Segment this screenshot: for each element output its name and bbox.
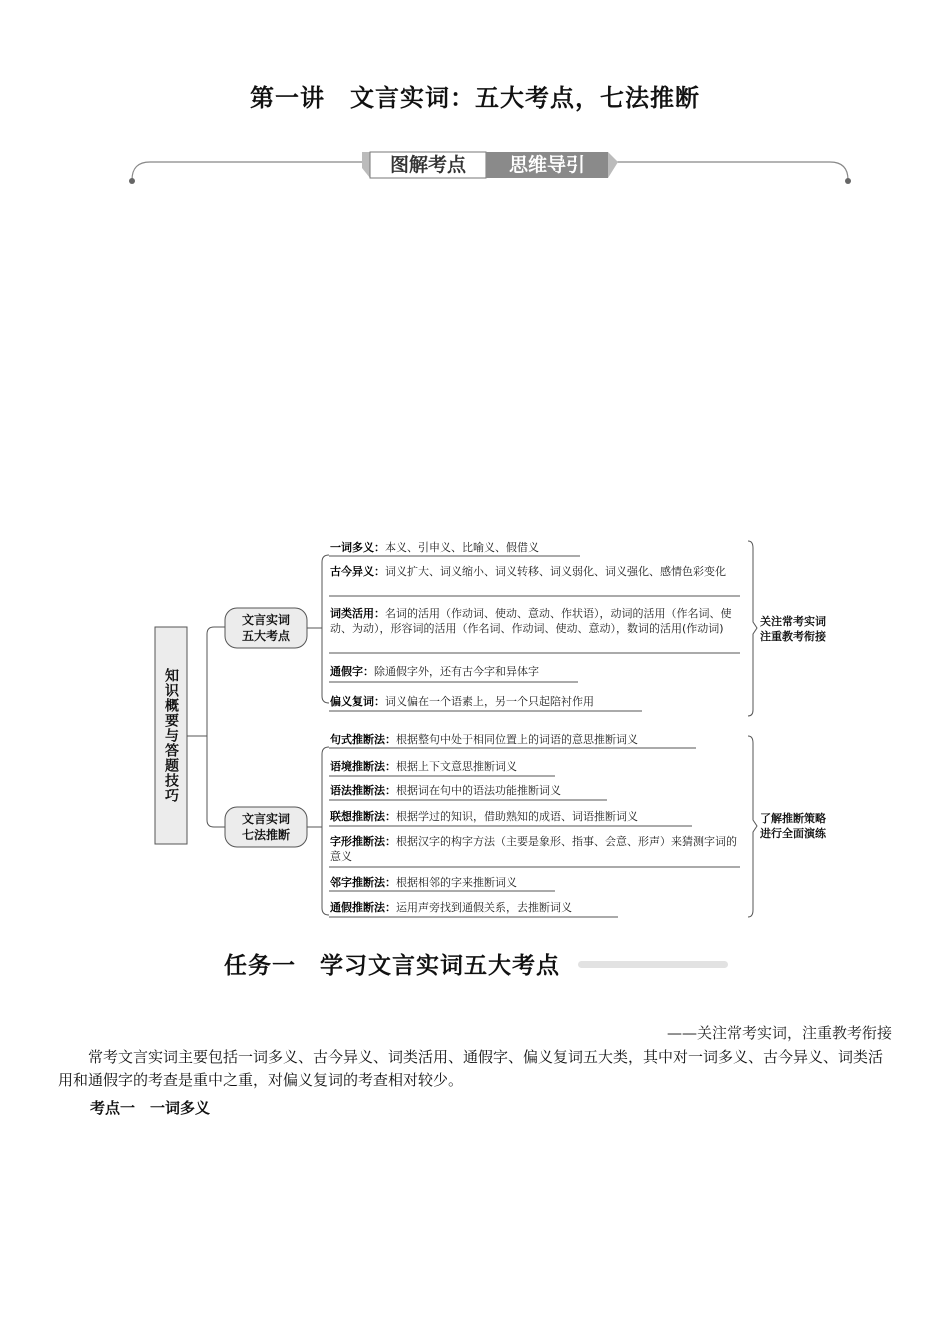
leaf-term: 词类活用： (330, 607, 385, 620)
node-label-line2: 五大考点 (241, 629, 290, 643)
leaf-desc: 运用声旁找到通假关系，去推断词义 (396, 901, 572, 914)
leaf-item (330, 834, 740, 864)
leaf-desc: 根据整句中处于相同位置上的词语的意思推断词义 (396, 733, 638, 746)
leaf-desc: 词义偏在一个语素上，另一个只起陪衬作用 (385, 695, 594, 708)
task-subtitle: ——关注常考实词，注重教考衔接 (666, 1024, 892, 1042)
leaf-desc: 本义、引申义、比喻义、假借义 (385, 541, 539, 554)
leaf-item (330, 783, 740, 798)
leaf-term: 一词多义： (330, 541, 385, 554)
leaf-item (330, 664, 740, 679)
leaf-term: 句式推断法： (330, 733, 396, 746)
leaf-term: 联想推断法： (330, 810, 396, 823)
leaf-item (330, 759, 740, 774)
leaf-term: 偏义复词： (330, 695, 385, 708)
side-note-seven-methods (760, 811, 840, 841)
side-note-line1: 关注常考实词 (760, 615, 826, 628)
mindmap-node-seven-methods (225, 807, 307, 847)
leaf-item (330, 900, 740, 915)
task-title-bar (578, 961, 728, 968)
banner-label-left: 图解考点 (389, 154, 466, 176)
leaf-desc: 名词的活用（作动词、使动、意动、作状语），动词的活用（作名词、使动、为动），形容词的活用（作名词、作动词、使动、意动），数词的活用(作动词) (330, 607, 732, 635)
leaf-desc: 根据上下文意思推断词义 (396, 760, 517, 773)
leaf-desc: 根据汉字的构字方法（主要是象形、指事、会意、形声）来猜测字词的意义 (330, 835, 737, 863)
side-note-line1: 了解推断策略 (760, 812, 826, 825)
side-note-line2: 注重教考衔接 (760, 630, 826, 643)
banner-label-right: 思维导引 (508, 154, 585, 176)
leaf-item (330, 732, 740, 747)
leaf-term: 邻字推断法： (330, 876, 396, 889)
leaf-term: 古今异义： (330, 565, 385, 578)
leaf-desc: 根据词在句中的语法功能推断词义 (396, 784, 561, 797)
leaf-term: 语境推断法： (330, 760, 396, 773)
leaf-item (330, 540, 740, 555)
mindmap-node-five-points (225, 608, 307, 648)
task-title: 任务一 学习文言实词五大考点 (224, 953, 560, 979)
leaf-item (330, 564, 740, 579)
leaf-desc: 根据相邻的字来推断词义 (396, 876, 517, 889)
leaf-item (330, 875, 740, 890)
leaf-term: 语法推断法： (330, 784, 396, 797)
leaf-item (330, 809, 740, 824)
leaf-term: 通假推断法： (330, 901, 396, 914)
side-note-five-points (760, 614, 840, 644)
leaf-item (330, 606, 740, 636)
leaf-desc: 根据学过的知识，借助熟知的成语、词语推断词义 (396, 810, 638, 823)
side-note-line2: 进行全面演练 (760, 827, 826, 840)
leaf-desc: 除通假字外，还有古今字和异体字 (374, 665, 539, 678)
lecture-title: 第一讲 文言实词：五大考点，七法推断 (250, 84, 700, 112)
leaf-desc: 词义扩大、词义缩小、词义转移、词义弱化、词义强化、感情色彩变化 (385, 565, 726, 578)
leaf-term: 字形推断法： (330, 835, 396, 848)
point-heading: 考点一 一词多义 (90, 1099, 211, 1117)
node-label-line1: 文言实词 (241, 812, 290, 826)
intro-paragraph: 常考文言实词主要包括一词多义、古今异义、词类活用、通假字、偏义复词五大类，其中对一词多义、古今异义、词类活用和通假字的考查是重中之重，对偏义复词的考查相对较少。 (58, 1048, 884, 1089)
leaf-term: 通假字： (330, 665, 374, 678)
node-label-line2: 七法推断 (241, 828, 290, 842)
mindmap-root: 知识概要与答题技巧 (163, 668, 179, 803)
leaf-item (330, 694, 740, 709)
node-label-line1: 文言实词 (241, 613, 290, 627)
